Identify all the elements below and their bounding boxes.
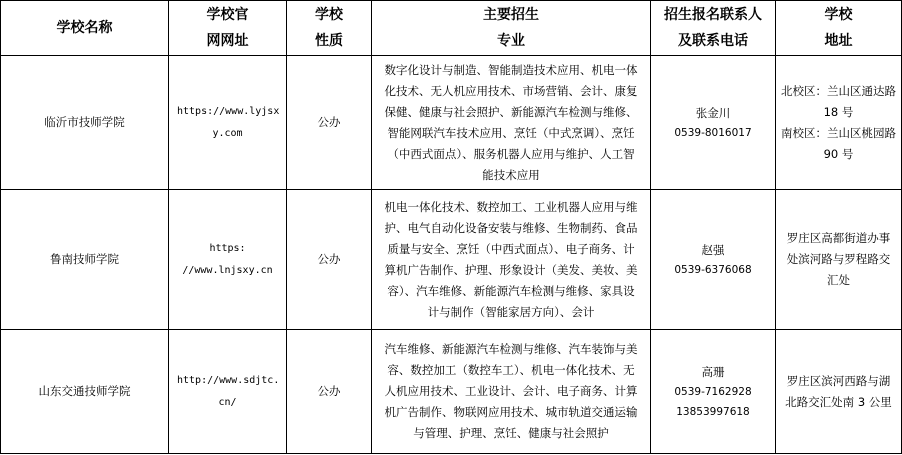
school-type-cell: 公办 <box>287 190 372 330</box>
school-type-cell: 公办 <box>287 330 372 454</box>
school-type-cell: 公办 <box>287 56 372 190</box>
header-website: 学校官 网网址 <box>169 1 287 56</box>
contact-name: 高珊 <box>701 364 725 379</box>
school-name-cell: 临沂市技师学院 <box>1 56 169 190</box>
contact-phone: 0539-8016017 <box>674 126 752 139</box>
contact-name: 赵强 <box>701 242 725 257</box>
header-school-name: 学校名称 <box>1 1 169 56</box>
school-name-cell: 鲁南技师学院 <box>1 190 169 330</box>
contact-phone: 0539-6376068 <box>674 263 752 276</box>
header-row <box>1 1 902 56</box>
header-address: 学校 地址 <box>776 1 902 56</box>
majors-cell: 机电一体化技术、数控加工、工业机器人应用与维 护、电气自动化设备安装与维修、生物制药、食品 质量与安全、烹饪（中西式面点）、电子商务、计 算机广告制作、护理、形象设计（美发、美妆、美 容）、汽车维修、新能源汽车检测与维修、家具设 计与制作（智能家居方向）、会计 <box>372 190 651 330</box>
address-cell: 罗庄区滨河西路与湖 北路交汇处南 3 公里 <box>776 330 902 454</box>
header-majors: 主要招生 专业 <box>372 1 651 56</box>
contact-cell <box>651 330 776 454</box>
table-row <box>1 56 902 190</box>
address-cell: 罗庄区高都街道办事 处滨河路与罗程路交 汇处 <box>776 190 902 330</box>
table-row <box>1 190 902 330</box>
school-name-cell: 山东交通技师学院 <box>1 330 169 454</box>
majors-cell: 汽车维修、新能源汽车检测与维修、汽车装饰与美 容、数控加工（数控车工）、机电一体化技术、无 人机应用技术、工业设计、会计、电子商务、计算 机广告制作、物联网应用技术、城市轨道交通运输 与管理、护理、烹饪、健康与社会照护 <box>372 330 651 454</box>
header-contact: 招生报名联系人 及联系电话 <box>651 1 776 56</box>
majors-cell: 数字化设计与制造、智能制造技术应用、机电一体 化技术、无人机应用技术、市场营销、会计、康复 保健、健康与社会照护、新能源汽车检测与维修、 智能网联汽车技术应用、烹饪（中式烹调）、烹饪 （中西式面点）、服务机器人应用与维护、人工智 能技术应用 <box>372 56 651 190</box>
contact-phone: 13853997618 <box>676 405 750 418</box>
header-school-type: 学校 性质 <box>287 1 372 56</box>
contact-phone: 0539-7162928 <box>674 385 752 398</box>
table-row <box>1 330 902 454</box>
website-link[interactable]: http://www.sdjtc. cn/ <box>169 330 287 454</box>
contact-name: 张金川 <box>695 105 731 120</box>
contact-cell <box>651 56 776 190</box>
address-cell: 北校区：兰山区通达路 18 号 南校区：兰山区桃园路 90 号 <box>776 56 902 190</box>
contact-cell <box>651 190 776 330</box>
website-link[interactable]: https: //www.lnjsxy.cn <box>169 190 287 330</box>
website-link[interactable]: https://www.lyjsx y.com <box>169 56 287 190</box>
